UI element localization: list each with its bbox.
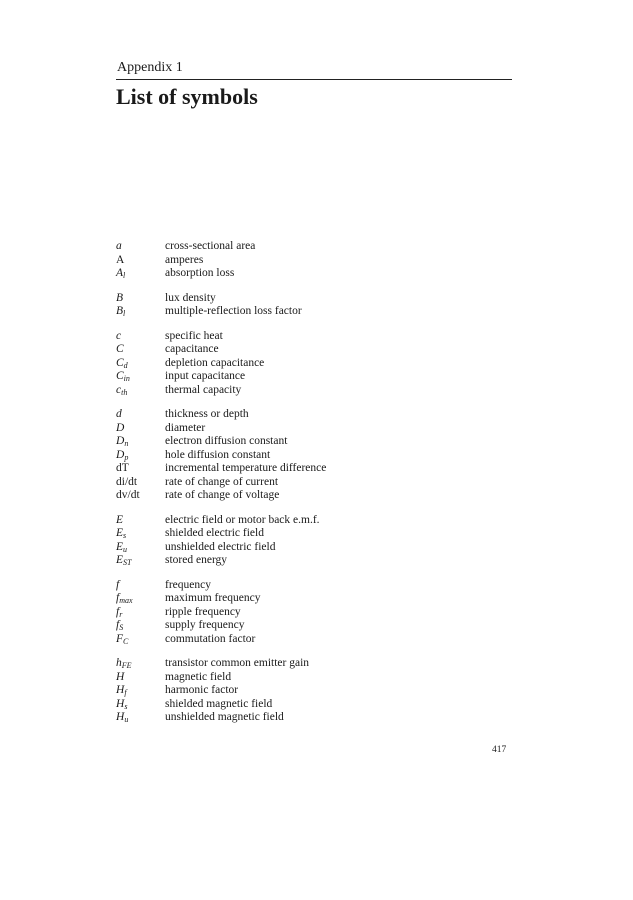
symbol-description: rate of change of voltage: [165, 489, 280, 501]
symbol-row: [116, 254, 516, 268]
symbol-row: [116, 684, 516, 698]
symbol: [116, 384, 165, 398]
symbol-description: incremental temperature difference: [165, 462, 327, 474]
symbol: [116, 592, 165, 606]
symbol: [116, 514, 165, 528]
symbol-description: commutation factor: [165, 632, 256, 645]
page-title: List of symbols: [116, 84, 258, 109]
symbol-base: E: [116, 513, 124, 526]
symbol-description: unshielded electric field: [165, 540, 276, 553]
symbol: [116, 476, 165, 490]
symbol-description: diameter: [165, 421, 206, 434]
symbol-subscript: th: [121, 387, 128, 397]
symbol: [116, 606, 165, 620]
symbol-subscript: C: [123, 636, 129, 646]
symbol: [116, 489, 165, 503]
symbol-description: hole diffusion constant: [165, 448, 271, 461]
symbol-description: ripple frequency: [165, 605, 241, 618]
symbol-row: [116, 554, 516, 568]
symbol-base: F: [116, 632, 124, 645]
symbol-subscript: u: [124, 715, 129, 724]
symbol: [116, 292, 165, 306]
symbol-subscript: s: [124, 701, 128, 711]
symbol-description: multiple-reflection loss factor: [165, 305, 302, 317]
symbol-subscript: n: [124, 439, 129, 448]
symbol-list: [116, 240, 516, 736]
symbol-group: [116, 292, 516, 319]
symbol-row: [116, 711, 516, 725]
symbol-row: [116, 476, 516, 490]
symbol-description: thermal capacity: [165, 383, 242, 396]
symbol: [116, 684, 165, 698]
symbol-description: depletion capacitance: [165, 356, 265, 369]
symbol-base: H: [116, 697, 125, 710]
symbol-row: [116, 422, 516, 436]
symbol-row: [116, 698, 516, 712]
symbol-base: H: [116, 684, 125, 696]
symbol-subscript: ST: [123, 558, 132, 567]
symbol-description: electric field or motor back e.m.f.: [165, 513, 320, 526]
symbol-description: shielded magnetic field: [165, 697, 273, 710]
symbol-description: stored energy: [165, 554, 228, 566]
symbol-group: [116, 240, 516, 281]
symbol-base: B: [116, 305, 124, 317]
symbol-group: [116, 514, 516, 568]
symbol-description: rate of change of current: [165, 475, 279, 488]
symbol-base: A: [116, 253, 125, 266]
symbol-row: [116, 435, 516, 449]
symbol-base: c: [116, 329, 122, 342]
header-rule: [116, 79, 512, 80]
symbol: [116, 449, 165, 463]
symbol-base: di/dt: [116, 475, 138, 488]
symbol-base: d: [116, 408, 122, 420]
symbol-group: [116, 657, 516, 725]
symbol-description: transistor common emitter gain: [165, 657, 310, 669]
symbol-row: [116, 619, 516, 633]
symbol-description: lux density: [165, 291, 216, 304]
symbol-base: f: [116, 592, 120, 604]
symbol-base: f: [116, 605, 120, 618]
symbol-row: [116, 657, 516, 671]
symbol: [116, 671, 165, 685]
symbol-row: [116, 267, 516, 281]
symbol-description: maximum frequency: [165, 592, 261, 604]
symbol-row: [116, 408, 516, 422]
symbol: [116, 619, 165, 633]
symbol: [116, 240, 165, 254]
symbol: [116, 305, 165, 319]
symbol-row: [116, 384, 516, 398]
symbol: [116, 330, 165, 344]
symbol: [116, 698, 165, 712]
symbol-row: [116, 541, 516, 555]
symbol-subscript: S: [119, 623, 124, 632]
symbol-row: [116, 330, 516, 344]
symbol: [116, 554, 165, 568]
symbol-row: [116, 343, 516, 357]
symbol: [116, 435, 165, 449]
symbol-description: shielded electric field: [165, 527, 264, 539]
symbol-base: f: [116, 578, 120, 591]
symbol-subscript: p: [124, 452, 129, 462]
symbol-row: [116, 633, 516, 647]
symbol-subscript: d: [123, 360, 128, 370]
symbol-row: [116, 357, 516, 371]
symbol: [116, 422, 165, 436]
symbol-description: cross-sectional area: [165, 240, 256, 252]
symbol-base: dv/dt: [116, 489, 140, 501]
symbol-description: thickness or depth: [165, 408, 249, 420]
symbol: [116, 343, 165, 357]
symbol-row: [116, 240, 516, 254]
symbol-subscript: s: [123, 531, 127, 540]
symbol-subscript: l: [123, 271, 126, 280]
symbol-row: [116, 489, 516, 503]
symbol-description: harmonic factor: [165, 684, 239, 696]
symbol-subscript: FE: [121, 661, 132, 670]
symbol-description: supply frequency: [165, 619, 245, 631]
symbol-base: C: [116, 343, 124, 355]
symbol-base: C: [116, 356, 124, 369]
symbol: [116, 254, 165, 268]
symbol-description: absorption loss: [165, 267, 235, 279]
symbol-base: E: [116, 527, 124, 539]
symbol: [116, 462, 165, 476]
symbol-row: [116, 671, 516, 685]
symbol-description: specific heat: [165, 329, 223, 342]
symbol-base: B: [116, 291, 124, 304]
symbol-row: [116, 514, 516, 528]
symbol-base: h: [116, 657, 122, 669]
symbol-group: [116, 330, 516, 398]
symbol: [116, 527, 165, 541]
symbol-base: H: [116, 670, 125, 683]
symbol-description: magnetic field: [165, 670, 232, 683]
symbol-row: [116, 305, 516, 319]
symbol-base: a: [116, 240, 122, 252]
symbol-row: [116, 579, 516, 593]
symbol: [116, 267, 165, 281]
appendix-label: Appendix 1: [117, 60, 183, 75]
symbol-subscript: l: [123, 309, 126, 318]
symbol-row: [116, 370, 516, 384]
symbol-row: [116, 527, 516, 541]
symbol-subscript: r: [119, 609, 123, 619]
page-number: 417: [492, 745, 507, 755]
symbol-subscript: u: [123, 544, 128, 554]
symbol-row: [116, 292, 516, 306]
symbol-base: C: [116, 370, 124, 382]
symbol-base: A: [116, 267, 124, 279]
symbol: [116, 579, 165, 593]
symbol: [116, 370, 165, 384]
symbol: [116, 657, 165, 671]
symbol-group: [116, 579, 516, 647]
symbol: [116, 408, 165, 422]
symbol-row: [116, 462, 516, 476]
symbol-description: electron diffusion constant: [165, 435, 288, 447]
symbol-group: [116, 408, 516, 503]
symbol-row: [116, 592, 516, 606]
symbol-subscript: max: [119, 596, 133, 605]
symbol-description: unshielded magnetic field: [165, 711, 284, 723]
symbol-base: f: [116, 619, 120, 631]
symbol: [116, 541, 165, 555]
symbol-base: H: [116, 711, 125, 723]
symbol: [116, 711, 165, 725]
symbol-base: D: [116, 448, 125, 461]
symbol-row: [116, 606, 516, 620]
symbol-base: dT: [116, 462, 129, 474]
symbol-subscript: f: [124, 688, 127, 697]
symbol-description: amperes: [165, 253, 204, 266]
symbol: [116, 357, 165, 371]
symbol-base: E: [116, 554, 124, 566]
symbol-subscript: in: [123, 374, 130, 383]
symbol-row: [116, 449, 516, 463]
symbol-base: D: [116, 421, 125, 434]
symbol: [116, 633, 165, 647]
symbol-description: capacitance: [165, 343, 219, 355]
symbol-base: D: [116, 435, 125, 447]
symbol-description: frequency: [165, 578, 211, 591]
symbol-base: E: [116, 540, 124, 553]
symbol-description: input capacitance: [165, 370, 246, 382]
symbol-base: c: [116, 383, 122, 396]
